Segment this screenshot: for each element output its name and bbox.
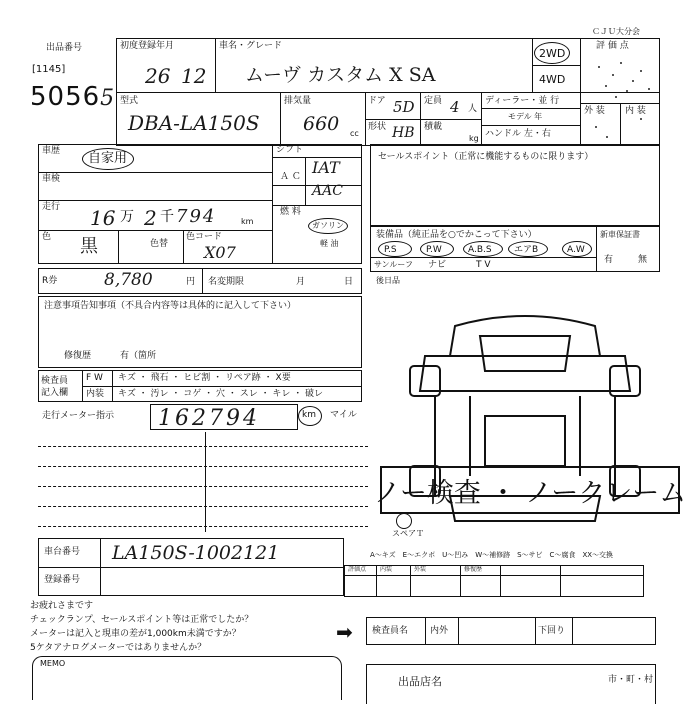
inspector-signoff-row	[366, 617, 656, 645]
lot-number-suffix: 5	[100, 86, 116, 111]
note-line	[38, 446, 368, 447]
lot-label: 出品番号	[46, 43, 83, 53]
new-warranty-label: 新車保証書	[600, 230, 640, 239]
shift-value: IAT	[312, 158, 340, 177]
divider	[572, 617, 573, 645]
divider	[481, 125, 580, 126]
equip-pw: P.W	[426, 245, 442, 255]
warranty-yes: 有	[604, 255, 614, 265]
lot-number-main: 5056	[30, 82, 101, 112]
mileage-rest-value: 794	[176, 206, 217, 227]
cc-label: cc	[350, 129, 359, 138]
divider	[82, 386, 362, 387]
fw-label: F W	[86, 373, 103, 383]
divider	[118, 230, 119, 264]
meter-km: km	[302, 410, 316, 420]
memo-label: MEMO	[40, 659, 66, 668]
mileage-man-value: 16	[90, 206, 116, 230]
divider	[100, 538, 101, 596]
equipment-label: 装備品（純正品を○でかこって下さい）	[376, 230, 537, 240]
load-label: 積載	[424, 122, 443, 132]
first-reg-year: 26	[145, 64, 171, 88]
inspector-name-label: 検査員名	[372, 626, 409, 636]
equip-tv: T V	[476, 260, 491, 270]
repair-history-label: 修復歴	[64, 351, 92, 361]
chassis-value: LA150S-1002121	[112, 542, 280, 564]
equip-airbag: エアB	[514, 245, 539, 255]
sen-unit: 千	[160, 209, 174, 225]
divider	[183, 230, 184, 264]
divider	[365, 119, 481, 120]
question-2: メーターは記入と現車の差が1,000km未満ですか？	[30, 629, 241, 639]
equip-airbag-circle	[508, 241, 548, 257]
divider	[460, 565, 461, 597]
interior-short: 内装	[86, 389, 105, 399]
divider	[560, 565, 561, 597]
inspector-row2: キズ ・ 汚レ ・ コゲ ・ 穴 ・ スレ ・ キレ ・ 破レ	[118, 389, 324, 399]
divider	[305, 157, 306, 205]
model-label: 車名・グレード	[219, 41, 283, 51]
mileage-label: 走行	[42, 202, 61, 212]
ac-value: AAC	[312, 183, 343, 199]
drive-4wd: 4WD	[539, 73, 566, 86]
modelyear-label: モデル 年	[508, 112, 543, 121]
colorcode-value: X07	[204, 243, 236, 262]
grade-label-3: 修復歴	[464, 566, 483, 573]
divider	[620, 103, 621, 146]
drive-2wd-circle	[534, 42, 570, 64]
divider	[38, 172, 272, 173]
yen-unit: 円	[186, 277, 196, 287]
underside-label: 下回り	[538, 626, 566, 636]
divider	[370, 257, 596, 258]
km-unit: km	[241, 217, 254, 226]
divider	[272, 144, 273, 264]
meter-mile: マイル	[330, 410, 357, 420]
type-value: DBA-LA150S	[128, 111, 260, 135]
divider	[481, 108, 580, 109]
displacement-label: 排気量	[284, 96, 312, 106]
body-value: HB	[392, 125, 415, 141]
note-line	[38, 486, 368, 487]
fuel-label: 燃 料	[280, 207, 301, 217]
grade-label-0: 評価点	[348, 566, 367, 573]
mileage-sen-value: 2	[144, 206, 157, 230]
note-line	[38, 506, 368, 507]
recycle-label: R券	[42, 276, 58, 286]
first-reg-label: 初度登録年月	[120, 41, 175, 51]
equip-pw-circle	[420, 241, 454, 257]
inspector-row1: キズ ・ 飛石 ・ ヒビ割 ・ リペア跡 ・ X要	[118, 373, 291, 383]
equip-aw: A.W	[567, 245, 585, 255]
fuel-gas: ガソリン	[312, 221, 344, 230]
nameplate-label: 名変期限	[208, 277, 245, 287]
divider	[344, 575, 644, 576]
body-label: 形状	[368, 122, 387, 132]
usage-label: 車歴	[42, 146, 61, 156]
reg-label: 登録番号	[44, 575, 81, 585]
handle-label: ハンドル 左・右	[485, 129, 551, 139]
recycle-row	[38, 268, 362, 294]
divider	[425, 617, 426, 645]
model-value: ムーヴ カスタム X SA	[245, 64, 436, 86]
lot-number	[30, 82, 115, 112]
equip-aw-circle	[562, 241, 592, 257]
usage-value: 自家用	[88, 151, 128, 166]
divider	[202, 268, 203, 294]
type-label: 型式	[120, 96, 139, 106]
note-line	[38, 526, 368, 527]
divider	[580, 38, 581, 146]
colortype-label: 色替	[150, 239, 169, 249]
divider	[410, 565, 411, 597]
arrow-icon: ➡	[336, 620, 353, 644]
man-unit: 万	[120, 209, 134, 225]
grade-label-1: 内装	[380, 566, 393, 573]
ref-code: [1145]	[32, 64, 66, 75]
corner-title: ＣＪＵ大分会	[592, 27, 640, 36]
dealer-label: ディーラー・並 行	[485, 96, 560, 106]
sales-point-label: セールスポイント（正常に機能するものに限ります）	[378, 152, 594, 162]
equip-ps: P.S	[384, 245, 397, 255]
divider	[116, 92, 660, 93]
warranty-no: 無	[638, 255, 648, 265]
first-reg-month: 12	[181, 64, 207, 88]
damage-legend: A～キズ E～エクボ U～凹み W～補修跡 S～サビ C～腐食 XX～交換	[370, 551, 614, 559]
load-unit: kg	[469, 134, 479, 143]
inspector-note-label: 検査員 記入欄	[41, 376, 69, 398]
equip-sunroof: サンルーフ	[374, 260, 413, 269]
color-label: 色	[42, 232, 52, 242]
color-value: 黒	[80, 236, 98, 257]
recycle-value: 8,780	[104, 270, 153, 290]
equip-abs-circle	[463, 241, 503, 257]
store-label: 出品店名	[398, 675, 442, 688]
capacity-unit: 人	[468, 104, 478, 114]
divider	[376, 565, 377, 597]
fuel-gas-circle	[308, 218, 348, 234]
capacity-label: 定員	[424, 96, 443, 106]
divider	[481, 92, 482, 146]
chassis-label: 車台番号	[44, 547, 81, 557]
memo-frame	[32, 656, 342, 700]
divider	[458, 617, 459, 645]
displacement-value: 660	[303, 113, 340, 135]
question-3: 5ケタアナログメーターではありませんか？	[30, 643, 207, 653]
month-unit: 月	[296, 277, 306, 287]
equip-ps-circle	[378, 241, 412, 257]
inner-outer-label: 内外	[430, 626, 449, 636]
note-line	[38, 466, 368, 467]
no-inspection-stamp: ノー検査 ・ ノークレーム	[380, 466, 680, 514]
ac-label: Ａ Ｃ	[280, 172, 301, 182]
interior-label: 内 装	[625, 106, 646, 116]
after-items-label: 後日品	[376, 276, 400, 285]
equip-navi: ナビ	[428, 260, 447, 270]
colorcode-label: 色コード	[186, 232, 223, 242]
greeting: お疲れさまです	[30, 601, 94, 611]
divider	[272, 205, 362, 206]
city-label: 市・町・村	[608, 675, 654, 685]
divider	[280, 92, 281, 146]
meter-value: 162794	[158, 406, 260, 431]
door-value: 5D	[393, 98, 415, 116]
divider	[215, 38, 216, 92]
inspection-label: 車検	[42, 174, 61, 184]
divider	[38, 567, 344, 568]
exterior-label: 外 装	[584, 106, 605, 116]
day-unit: 日	[344, 277, 354, 287]
note-line	[205, 432, 206, 532]
grade-label-2: 外装	[414, 566, 427, 573]
divider	[596, 226, 597, 272]
door-label: ドア	[368, 96, 386, 106]
attention-label: 注意事項告知事項（不具合内容等は具体的に記入して下さい）	[44, 301, 297, 311]
drive-2wd: 2WD	[539, 47, 566, 60]
fuel-light: 軽 油	[320, 239, 339, 248]
score-label: 評 価 点	[596, 41, 629, 51]
divider	[500, 565, 501, 597]
question-1: チェックランプ、セールスポイント等は正常でしたか？	[30, 615, 254, 625]
divider	[38, 230, 272, 231]
divider	[535, 617, 536, 645]
equip-abs: A.B.S	[468, 245, 492, 255]
spare-circle	[396, 513, 412, 529]
spare-label: スペアＴ	[392, 529, 424, 538]
capacity-value: 4	[450, 98, 460, 116]
divider	[532, 65, 580, 66]
shift-label: シフト	[276, 145, 304, 155]
divider	[38, 200, 272, 201]
repair-history-value: 有（箇所	[120, 351, 157, 361]
meter-label: 走行メーター指示	[42, 411, 115, 421]
